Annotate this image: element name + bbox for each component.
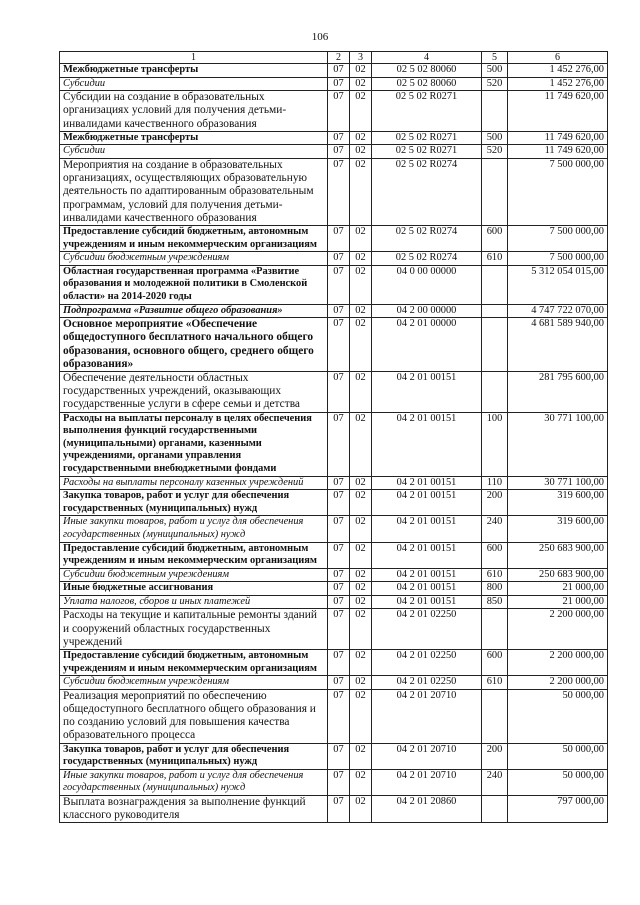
row-amount: 250 683 900,00 [508,542,608,568]
table-row [60,252,608,266]
table-row [60,77,608,91]
row-amount: 7 500 000,00 [508,226,608,252]
header-cell-3: 3 [350,52,372,64]
row-target-code: 04 2 01 20710 [372,769,482,795]
table-row [60,609,608,650]
row-subsection: 02 [350,542,372,568]
table-row [60,582,608,596]
row-amount: 50 000,00 [508,769,608,795]
row-target-code: 04 0 00 00000 [372,265,482,304]
row-expense-type: 520 [482,77,508,91]
row-amount: 11 749 620,00 [508,145,608,159]
row-target-code: 04 2 01 00151 [372,476,482,490]
row-target-code: 02 5 02 R0271 [372,91,482,132]
table-row [60,568,608,582]
row-subsection: 02 [350,412,372,476]
row-target-code: 04 2 01 02250 [372,609,482,650]
row-name: Субсидии бюджетным учреждениям [60,568,328,582]
row-section: 07 [328,796,350,823]
table-row [60,516,608,542]
row-name: Основное мероприятие «Обеспечение общедоступного бесплатного начального общего образования, основного общего, среднего общего образования» [60,318,328,372]
row-target-code: 04 2 01 00151 [372,568,482,582]
header-cell-6: 6 [508,52,608,64]
row-expense-type: 240 [482,516,508,542]
row-section: 07 [328,516,350,542]
row-subsection: 02 [350,91,372,132]
row-section: 07 [328,650,350,676]
row-section: 07 [328,77,350,91]
row-amount: 21 000,00 [508,595,608,609]
row-amount: 30 771 100,00 [508,412,608,476]
row-expense-type [482,91,508,132]
row-section: 07 [328,769,350,795]
row-expense-type [482,158,508,225]
row-target-code: 02 5 02 80060 [372,77,482,91]
row-subsection: 02 [350,476,372,490]
row-target-code: 02 5 02 R0274 [372,158,482,225]
row-section: 07 [328,226,350,252]
row-subsection: 02 [350,318,372,372]
row-amount: 50 000,00 [508,743,608,769]
row-target-code: 04 2 01 00151 [372,371,482,412]
row-amount: 1 452 276,00 [508,64,608,78]
header-cell-1: 1 [60,52,328,64]
row-subsection: 02 [350,64,372,78]
row-expense-type [482,318,508,372]
row-amount: 5 312 054 015,00 [508,265,608,304]
row-name: Расходы на выплаты персоналу в целях обеспечения выполнения функций государственными (муниципальными) органами, казенными учреждениями, органами управления государственными внебюджетными фондами [60,412,328,476]
row-amount: 7 500 000,00 [508,158,608,225]
row-amount: 11 749 620,00 [508,131,608,145]
row-section: 07 [328,252,350,266]
table-row [60,131,608,145]
row-subsection: 02 [350,650,372,676]
row-target-code: 04 2 01 20710 [372,689,482,743]
row-section: 07 [328,158,350,225]
row-subsection: 02 [350,265,372,304]
header-row [60,52,608,64]
row-name: Предоставление субсидий бюджетным, автономным учреждениям и иным некоммерческим организациям [60,542,328,568]
row-target-code: 04 2 01 20710 [372,743,482,769]
table-row [60,158,608,225]
table-row [60,412,608,476]
row-amount: 281 795 600,00 [508,371,608,412]
row-target-code: 04 2 01 20860 [372,796,482,823]
row-subsection: 02 [350,796,372,823]
row-expense-type: 110 [482,476,508,490]
row-subsection: 02 [350,158,372,225]
row-amount: 2 200 000,00 [508,609,608,650]
table-row [60,676,608,690]
row-subsection: 02 [350,145,372,159]
row-name: Субсидии [60,77,328,91]
table-row [60,769,608,795]
row-target-code: 04 2 01 00151 [372,490,482,516]
row-section: 07 [328,609,350,650]
row-target-code: 02 5 02 80060 [372,64,482,78]
row-target-code: 04 2 01 00151 [372,542,482,568]
row-section: 07 [328,568,350,582]
table-row [60,796,608,823]
row-subsection: 02 [350,131,372,145]
row-target-code: 04 2 00 00000 [372,304,482,318]
row-subsection: 02 [350,226,372,252]
table-row [60,371,608,412]
row-amount: 319 600,00 [508,516,608,542]
row-expense-type [482,609,508,650]
table-row [60,743,608,769]
row-amount: 250 683 900,00 [508,568,608,582]
table-row [60,145,608,159]
row-amount: 1 452 276,00 [508,77,608,91]
row-name: Областная государственная программа «Развитие образования и молодежной политики в Смоленской области» на 2014-2020 годы [60,265,328,304]
row-expense-type: 610 [482,568,508,582]
row-name: Реализация мероприятий по обеспечению общедоступного бесплатного общего образования и по созданию условий для повышения качества образовательного процесса [60,689,328,743]
row-subsection: 02 [350,304,372,318]
row-amount: 11 749 620,00 [508,91,608,132]
row-amount: 4 681 589 940,00 [508,318,608,372]
row-expense-type: 200 [482,743,508,769]
row-section: 07 [328,131,350,145]
row-name: Межбюджетные трансферты [60,64,328,78]
row-amount: 21 000,00 [508,582,608,596]
row-section: 07 [328,145,350,159]
row-target-code: 04 2 01 00151 [372,516,482,542]
budget-table [59,51,608,823]
table-row [60,595,608,609]
row-expense-type: 100 [482,412,508,476]
row-section: 07 [328,676,350,690]
row-expense-type [482,371,508,412]
row-target-code: 04 2 01 00151 [372,582,482,596]
row-expense-type: 610 [482,252,508,266]
row-expense-type: 520 [482,145,508,159]
table-row [60,226,608,252]
row-expense-type [482,689,508,743]
row-name: Уплата налогов, сборов и иных платежей [60,595,328,609]
header-cell-2: 2 [328,52,350,64]
row-subsection: 02 [350,595,372,609]
row-amount: 7 500 000,00 [508,252,608,266]
row-name: Субсидии бюджетным учреждениям [60,252,328,266]
row-section: 07 [328,595,350,609]
row-name: Выплата вознаграждения за выполнение функций классного руководителя [60,796,328,823]
row-name: Закупка товаров, работ и услуг для обеспечения государственных (муниципальных) нужд [60,743,328,769]
row-section: 07 [328,64,350,78]
row-name: Субсидии на создание в образовательных организациях условий для получения детьми-инвалидами качественного образования [60,91,328,132]
table-row [60,318,608,372]
row-subsection: 02 [350,676,372,690]
row-subsection: 02 [350,582,372,596]
table-row [60,542,608,568]
row-expense-type [482,304,508,318]
row-name: Субсидии [60,145,328,159]
row-expense-type: 800 [482,582,508,596]
row-name: Мероприятия на создание в образовательных организациях, осуществляющих образовательную деятельность по адаптированным образовательным программам, условий для получения детьми-инвалидами качественного образования [60,158,328,225]
row-target-code: 04 2 01 02250 [372,650,482,676]
header-cell-4: 4 [372,52,482,64]
row-expense-type: 610 [482,676,508,690]
row-subsection: 02 [350,516,372,542]
row-section: 07 [328,476,350,490]
row-subsection: 02 [350,371,372,412]
row-section: 07 [328,304,350,318]
row-name: Расходы на выплаты персоналу казенных учреждений [60,476,328,490]
table-row [60,64,608,78]
table-row [60,490,608,516]
table-row [60,265,608,304]
row-name: Предоставление субсидий бюджетным, автономным учреждениям и иным некоммерческим организациям [60,650,328,676]
row-expense-type [482,265,508,304]
row-amount: 4 747 722 070,00 [508,304,608,318]
row-name: Обеспечение деятельности областных государственных учреждений, оказывающих государственные услуги в сфере семьи и детства [60,371,328,412]
row-name: Межбюджетные трансферты [60,131,328,145]
row-subsection: 02 [350,568,372,582]
row-subsection: 02 [350,743,372,769]
row-amount: 50 000,00 [508,689,608,743]
row-expense-type: 850 [482,595,508,609]
row-name: Иные закупки товаров, работ и услуг для обеспечения государственных (муниципальных) нужд [60,516,328,542]
row-expense-type: 600 [482,542,508,568]
row-name: Закупка товаров, работ и услуг для обеспечения государственных (муниципальных) нужд [60,490,328,516]
row-amount: 319 600,00 [508,490,608,516]
row-expense-type: 500 [482,64,508,78]
table-row [60,304,608,318]
row-section: 07 [328,490,350,516]
row-amount: 30 771 100,00 [508,476,608,490]
row-amount: 2 200 000,00 [508,650,608,676]
row-name: Иные закупки товаров, работ и услуг для обеспечения государственных (муниципальных) нужд [60,769,328,795]
row-target-code: 02 5 02 R0274 [372,226,482,252]
row-target-code: 04 2 01 00000 [372,318,482,372]
row-name: Расходы на текущие и капитальные ремонты зданий и сооружений областных государственных учреждений [60,609,328,650]
row-expense-type: 200 [482,490,508,516]
table-row [60,91,608,132]
row-amount: 2 200 000,00 [508,676,608,690]
row-name: Предоставление субсидий бюджетным, автономным учреждениям и иным некоммерческим организациям [60,226,328,252]
row-target-code: 04 2 01 00151 [372,595,482,609]
budget-table-body [60,52,608,823]
row-target-code: 04 2 01 00151 [372,412,482,476]
row-name: Субсидии бюджетным учреждениям [60,676,328,690]
header-cell-5: 5 [482,52,508,64]
row-expense-type: 500 [482,131,508,145]
row-amount: 797 000,00 [508,796,608,823]
row-section: 07 [328,371,350,412]
row-target-code: 04 2 01 02250 [372,676,482,690]
row-subsection: 02 [350,252,372,266]
row-subsection: 02 [350,689,372,743]
row-section: 07 [328,318,350,372]
page-number: 106 [311,31,329,43]
row-subsection: 02 [350,77,372,91]
row-subsection: 02 [350,490,372,516]
row-expense-type: 600 [482,226,508,252]
row-target-code: 02 5 02 R0271 [372,131,482,145]
row-section: 07 [328,582,350,596]
row-expense-type: 240 [482,769,508,795]
row-name: Иные бюджетные ассигнования [60,582,328,596]
row-name: Подпрограмма «Развитие общего образования» [60,304,328,318]
row-section: 07 [328,689,350,743]
row-expense-type [482,796,508,823]
table-row [60,476,608,490]
row-expense-type: 600 [482,650,508,676]
row-target-code: 02 5 02 R0274 [372,252,482,266]
row-section: 07 [328,91,350,132]
row-section: 07 [328,542,350,568]
row-subsection: 02 [350,609,372,650]
row-target-code: 02 5 02 R0271 [372,145,482,159]
row-subsection: 02 [350,769,372,795]
table-row [60,689,608,743]
table-row [60,650,608,676]
row-section: 07 [328,743,350,769]
row-section: 07 [328,412,350,476]
row-section: 07 [328,265,350,304]
